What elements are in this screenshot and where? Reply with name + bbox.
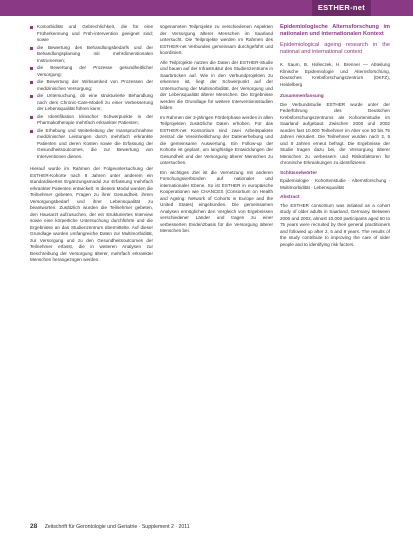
bullet-list xyxy=(30,24,153,160)
column-right xyxy=(280,24,390,251)
page-number: 28 xyxy=(30,523,38,530)
bullet-item: Komorbidität und Gebrechlichkeit, die für eine Früherkennung und Früh-intervention geeignet sind; sowie xyxy=(30,24,153,44)
bullet-item: die Untersuchung, ob eine strukturierte Behandlung nach dem Chronic-Care-Modell zu einer Verbesserung der Lebensqualität führen kann; xyxy=(30,93,153,113)
keywords-text: Epidemiologie · Kohortenstudie · Alternsforschung · Multimorbidität · Lebensqualität xyxy=(280,178,390,190)
header-bar xyxy=(0,0,413,16)
bullet-item: die Bewertung der Wirksamkeit von Prozessen der medizinischen Versorgung; xyxy=(30,79,153,92)
bullet-item: die Erhebung und Weiterleitung der Inanspruchnahme medizinischer Leistungen durch mehrfach erkrankte Patienten und deren Kosten sowie die Erfassung der Gesundheitsoutcomes, die zur Bewertung von Interventionen dienen. xyxy=(30,128,153,161)
bullet-item: die Identifikation klinischer Schwerpunkte in der Pharmakotherapie mehrfach erkrankter Patienten; xyxy=(30,114,153,127)
body-paragraph: Im Rahmen der 3-jährigen Förderphase werden in allen Teilprojekten zusätzliche Daten erhoben. Für das ESTHER-net Konsortium sind zwei Arbeitspakete zentral: die Vereinheitlichung der Datenerhebung und die gemeinsame Auswertung. Ein Follow-up der Kohorte ist geplant, um langfristige Entwicklungen der Gesundheit und der Versorgung älterer Menschen zu untersuchen. xyxy=(160,114,273,165)
journal-citation: Zeitschrift für Gerontologie und Geriatrie · Supplement 2 · 2011 xyxy=(44,524,190,530)
bullet-item: die Bewertung des Behandlungsbedarfs und der Behandlungsplanung mit mehrdimensionalen Instrumenten; xyxy=(30,45,153,65)
keywords-label: Schlüsselwörter xyxy=(280,170,318,176)
body-paragraph: Ein wichtiges Ziel ist die Vernetzung mit anderen Forschungsverbünden auf nationaler und internationaler Ebene. So ist ESTHER in europäische Kooperationen wie CHANCES (Consortium on Health and Ageing: Network of Cohorts in Europe and the United States) eingebunden. Die gemeinsamen Analysen ermöglichen den Vergleich von Ergebnissen verschiedener Länder und tragen zu einer verbesserten Evidenzbasis für die Versorgung älterer Menschen bei. xyxy=(160,169,273,233)
section-tab: ESTHER-net xyxy=(312,0,371,16)
page-footer xyxy=(30,522,390,532)
body-paragraph: sogenannten Teilprojekte zu verschiedenen Aspekten der Versorgung älterer Menschen im Saarland untersucht. Die Teilprojekte werden im Rahmen des ESTHER-net Verbundes gemeinsam durchgeführt und koordiniert. xyxy=(160,24,273,55)
body-paragraph: Alle Teilprojekte nutzen die Daten der ESTHER-Studie und bauen auf der Infrastruktur des Studienzentrums in Saarbrücken auf. Wie in den Verbundprojekten zu erkennen ist, liegt der Schwerpunkt auf der Untersuchung der Multimorbidität, der Versorgung und der Lebensqualität älterer Menschen. Die Ergebnisse werden die Grundlage für weitere Interventionsstudien bilden. xyxy=(160,59,273,110)
abstract-text: The ESTHER consortium was initiated as a cohort study of older adults in Saarland, Germany. Between 2000 and 2002, almost 10,000 participants aged 50 to 75 years were recruited by their general practitioners and followed up after 2, 5 and 8 years. The results of the study contribute to improving the care of older people and to identifying risk factors. xyxy=(280,202,390,247)
body-paragraph: Hierauf wurde im Rahmen der Folgeuntersuchung der ESTHER-Kohorte nach 8 Jahren unter anderem ein standardisiertes Ergänzungsmodul zur Erfassung mehrfach erkrankter Patienten entwickelt. In diesem Modul wurden die Teilnehmer gebeten, Fragen zu ihrer Gesundheit, ihrem Versorgungsbedarf und ihrer Lebensqualität zu beantworten. Zusätzlich wurden die Teilnehmer gebeten, den Hausarzt aufzusuchen, der ein strukturiertes Interview sowie eine körperliche Untersuchung durchführte und die Ergebnisse an das Studienzentrum übermittelte. Auf dieser Grundlage wurden umfangreiche Daten zur Multimorbidität, zur Versorgung und zu den Gesundheitsoutcomes der Teilnehmer erfasst, die in weiteren Analysen zur Beschreibung der Versorgung älterer, mehrfach erkrankter Menschen herangezogen werden. xyxy=(30,166,153,262)
column-middle xyxy=(160,24,273,238)
article-title-de: Epidemiologische Alternsforschung im nationalen und internationalen Kontext xyxy=(280,24,390,37)
summary-label: Zusammenfassung xyxy=(280,94,324,99)
article-title-en: Epidemiological ageing research in the national and international context xyxy=(280,42,390,55)
authors: K. Saum, B. Holleczek, H. Brenner — Abteilung Klinische Epidemiologie und Alternsforschung, Deutsches Krebsforschungszentrum (DKFZ), Heidelberg xyxy=(280,62,390,87)
abstract-label: Abstract xyxy=(280,195,300,200)
summary-text: Die Verbundstudie ESTHER wurde unter der Federführung des Deutschen Krebsforschungszentrums als Kohortenstudie im Saarland aufgebaut. Zwischen 2000 und 2002 wurden fast 10.000 Teilnehmer im Alter von 50 bis 75 Jahren rekrutiert. Die Teilnehmer wurden nach 2, 5 und 8 Jahren erneut befragt. Die Ergebnisse der Studie tragen dazu bei, die Versorgung älterer Menschen zu verbessern und Risikofaktoren für chronische Erkrankungen zu identifizieren. xyxy=(280,101,390,165)
bullet-item: die Bewertung der Prozesse gesundheitlicher Versorgung; xyxy=(30,65,153,78)
column-left xyxy=(30,24,153,267)
